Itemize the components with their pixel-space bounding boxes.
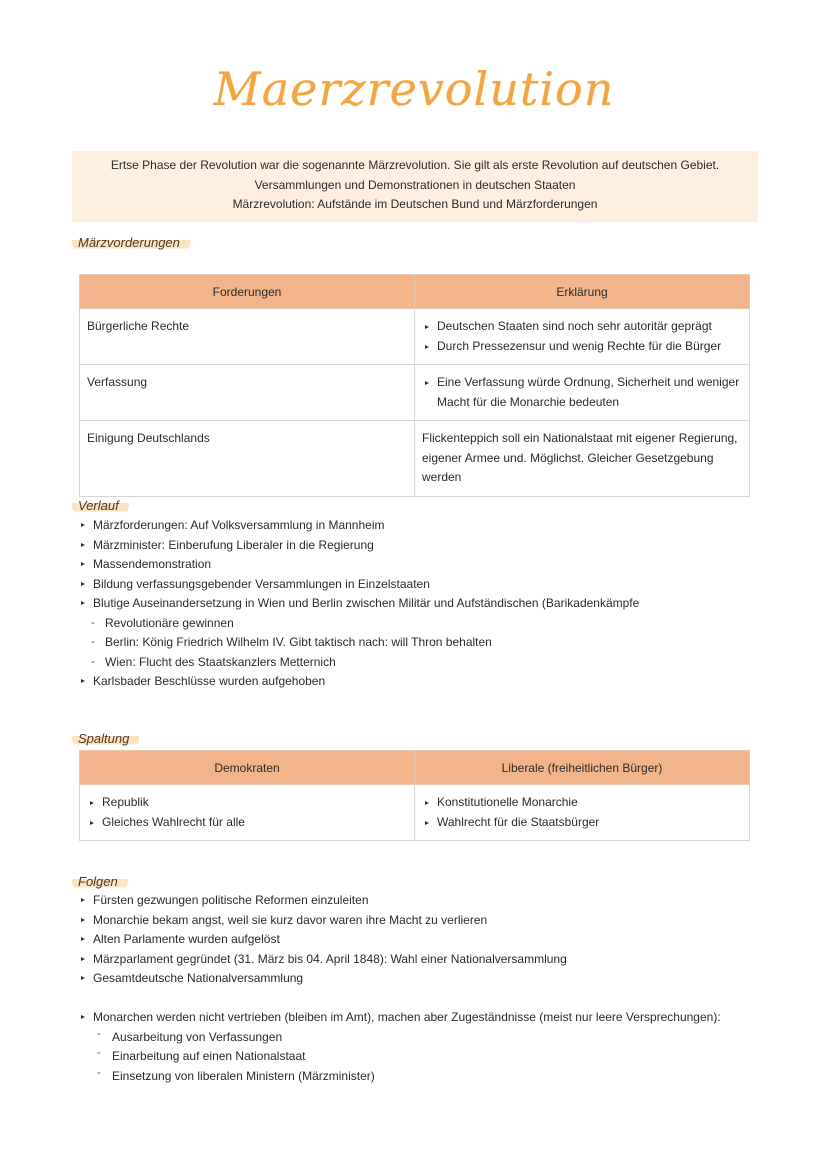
explanation-cell: [415, 309, 750, 365]
list-item: Republik: [87, 793, 407, 813]
table-row: [80, 785, 750, 841]
list-item: Monarchen werden nicht vertrieben (bleiben im Amt), machen aber Zugeständnisse (meist nur leere Versprechungen):: [79, 1008, 721, 1028]
list-item: Bildung verfassungsgebender Versammlungen in Einzelstaaten: [79, 575, 639, 595]
demand-cell: Verfassung: [80, 365, 415, 421]
intro-line: Versammlungen und Demonstrationen in deutschen Staaten: [254, 177, 576, 192]
sub-list-item: - Einarbeitung auf einen Nationalstaat: [79, 1047, 721, 1067]
explanation-cell: [415, 365, 750, 421]
section-heading-maerzforderungen: Märzvorderungen: [72, 234, 190, 251]
split-table: [79, 750, 750, 841]
list-item: Alten Parlamente wurden aufgelöst: [79, 930, 567, 950]
list-item: Wahlrecht für die Staatsbürger: [422, 813, 742, 833]
list-item: Durch Pressezensur und wenig Rechte für die Bürger: [422, 337, 742, 357]
explanation-cell: Flickenteppich soll ein Nationalstaat mit eigener Regierung, eigener Armee und. Möglichst. Gleicher Gesetzgebung werden: [415, 421, 750, 497]
table-row: [80, 309, 750, 365]
list-item: Konstitutionelle Monarchie: [422, 793, 742, 813]
demokraten-cell: [80, 785, 415, 841]
sub-list-item: - Wien: Flucht des Staatskanzlers Metternich: [79, 653, 639, 673]
verlauf-list: [79, 516, 639, 692]
list-item: Eine Verfassung würde Ordnung, Sicherheit und weniger Macht für die Monarchie bedeuten: [422, 373, 742, 412]
list-item: Blutige Auseinandersetzung in Wien und Berlin zwischen Militär und Aufständischen (Barikadenkämpfe: [79, 594, 639, 614]
sub-list-item: - Einsetzung von liberalen Ministern (Märzminister): [79, 1067, 721, 1087]
page-title: Maerzrevolution: [213, 62, 615, 116]
sub-list-item: - Ausarbeitung von Verfassungen: [79, 1028, 721, 1048]
list-item: Fürsten gezwungen politische Reformen einzuleiten: [79, 891, 567, 911]
table-row: [80, 421, 750, 497]
column-header-demokraten: Demokraten: [80, 751, 415, 785]
folgen-list-2: [79, 1008, 721, 1086]
list-item: Märzforderungen: Auf Volksversammlung in Mannheim: [79, 516, 639, 536]
list-item: Gesamtdeutsche Nationalversammlung: [79, 969, 567, 989]
section-heading-folgen: Folgen: [72, 873, 128, 890]
column-header-erklaerung: Erklärung: [415, 275, 750, 309]
section-heading-verlauf: Verlauf: [72, 497, 129, 514]
list-item: Märzparlament gegründet (31. März bis 04. April 1848): Wahl einer Nationalversammlung: [79, 950, 567, 970]
demand-cell: Einigung Deutschlands: [80, 421, 415, 497]
list-item: Märzminister: Einberufung Liberaler in die Regierung: [79, 536, 639, 556]
column-header-liberale: Liberale (freiheitlichen Bürger): [415, 751, 750, 785]
demands-table: [79, 274, 750, 497]
demand-cell: Bürgerliche Rechte: [80, 309, 415, 365]
intro-box: [72, 151, 758, 222]
liberale-cell: [415, 785, 750, 841]
list-item: Karlsbader Beschlüsse wurden aufgehoben: [79, 672, 639, 692]
sub-list-item: - Revolutionäre gewinnen: [79, 614, 639, 634]
column-header-forderungen: Forderungen: [80, 275, 415, 309]
list-item: Massendemonstration: [79, 555, 639, 575]
intro-line: Ertse Phase der Revolution war die sogenannte Märzrevolution. Sie gilt als erste Revolution auf deutschen Gebiet.: [110, 158, 720, 172]
list-item: Gleiches Wahlrecht für alle: [87, 813, 407, 833]
table-row: [80, 365, 750, 421]
list-item: Monarchie bekam angst, weil sie kurz davor waren ihre Macht zu verlieren: [79, 911, 567, 931]
folgen-list: [79, 891, 567, 989]
section-heading-spaltung: Spaltung: [72, 730, 139, 747]
intro-line: Märzrevolution: Aufstände im Deutschen Bund und Märzforderungen: [232, 197, 598, 211]
sub-list-item: - Berlin: König Friedrich Wilhelm IV. Gibt taktisch nach: will Thron behalten: [79, 633, 639, 653]
list-item: Deutschen Staaten sind noch sehr autoritär geprägt: [422, 317, 742, 337]
